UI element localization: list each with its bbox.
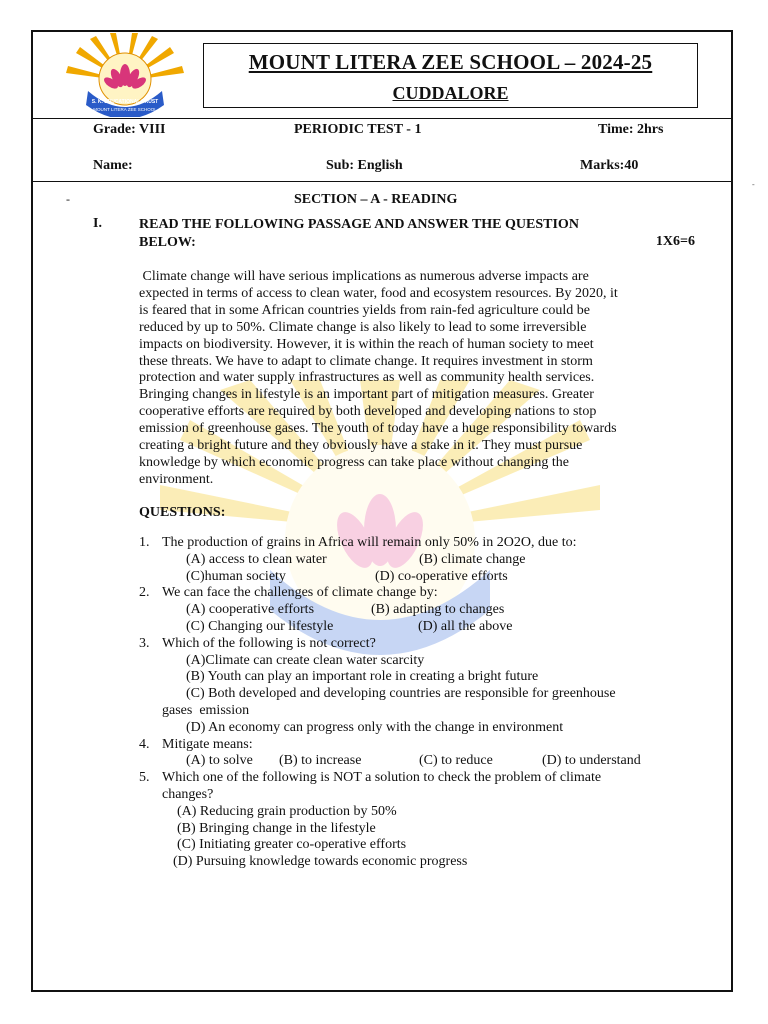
passage-line: reduced by up to 50%. Climate change is also likely to lead to some irreversible [139, 319, 587, 335]
question-text: The production of grains in Africa will remain only 50% in 2O2O, due to: [162, 535, 577, 550]
title-box [203, 43, 698, 108]
marks-label: Marks:40 [580, 158, 639, 173]
school-name: MOUNT LITERA ZEE SCHOOL – 2024-25 [248, 50, 653, 74]
option: (A) to solve [186, 753, 253, 769]
passage-line: Bringing changes in lifestyle is an important part of mitigation measures. Greater [139, 387, 594, 403]
option: (D) An economy can progress only with the change in environment [186, 719, 564, 735]
subject-label: Sub: English [326, 158, 403, 173]
option-continuation: gases emission [162, 702, 250, 718]
city-name: CUDDALORE [392, 83, 509, 103]
question-text: Mitigate means: [162, 736, 253, 752]
questions-list [139, 535, 679, 871]
option: (D) co-operative efforts [375, 568, 508, 584]
header-divider [33, 118, 731, 119]
question-item [139, 737, 679, 754]
passage-line: creating a bright future and they obviously have a stake in it. They must pursue [139, 438, 583, 454]
passage-line: impacts on biodiversity. However, it is within the reach of human society to meet [139, 336, 594, 352]
options-row [139, 619, 679, 636]
instruction-line-1: READ THE FOLLOWING PASSAGE AND ANSWER THE QUESTION [139, 217, 579, 232]
option: (D) all the above [418, 618, 513, 634]
option: (D) Pursuing knowledge towards economic progress [173, 854, 468, 870]
option: (A) cooperative efforts [186, 602, 315, 618]
option: (A) Reducing grain production by 50% [177, 803, 397, 819]
question-text: Which one of the following is NOT a solution to check the problem of climate [162, 770, 602, 786]
margin-mark: - [752, 180, 755, 189]
option: (C)human society [186, 568, 286, 584]
question-text: Which of the following is not correct? [162, 635, 376, 651]
option: (D) to understand [542, 753, 641, 769]
options-row [139, 552, 679, 569]
question-item [139, 636, 679, 653]
question-text: We can face the challenges of climate change by: [162, 585, 438, 601]
passage-line: expected in terms of access to clean water, food and ecosystem resources. By 2020, it [139, 285, 618, 301]
options-row [139, 753, 679, 770]
question-number: 3. [139, 635, 150, 651]
options-row [139, 569, 679, 586]
passage-line: knowledge by which economic progress can take place without changing the [139, 454, 569, 470]
question-number: 2. [139, 585, 150, 601]
option: (B) Youth can play an important role in creating a bright future [186, 669, 539, 685]
instruction [139, 216, 659, 252]
passage-line: cooperative efforts are required by both developed and developing nations to stop [139, 404, 597, 420]
grade-label: Grade: VIII [93, 122, 166, 137]
school-logo [66, 33, 184, 117]
option: (B) to increase [279, 753, 362, 769]
option: (C) Both developed and developing countries are responsible for greenhouse [186, 686, 616, 702]
instruction-line-2: BELOW: [139, 235, 196, 250]
time-label: Time: 2hrs [598, 122, 664, 137]
question-number: 1. [139, 535, 150, 550]
questions-heading: QUESTIONS: [139, 505, 226, 520]
info-divider [33, 181, 731, 182]
passage-line: emission of greenhouse gases. The youth of today have a huge responsibility towards [139, 421, 617, 437]
question-number: 4. [139, 736, 150, 752]
section-marks: 1X6=6 [655, 234, 695, 249]
option: (C) Initiating greater co-operative efforts [177, 837, 407, 853]
option: (A) access to clean water [186, 551, 327, 567]
section-marker: - [66, 192, 70, 206]
section-title: SECTION – A - READING [294, 192, 458, 207]
passage-line: these threats. We have to adapt to climate change. It requires investment in storm [139, 353, 593, 369]
svg-text:S. K. EDUCATIONAL TRUST: S. K. EDUCATIONAL TRUST [91, 99, 159, 105]
passage-line: is feared that in some African countries yields from rain-fed agriculture could be [139, 302, 590, 318]
question-text-continuation: changes? [162, 786, 214, 802]
passage-line: protection and water supply infrastructures as well as community health services. [139, 370, 595, 386]
test-label: PERIODIC TEST - 1 [294, 122, 422, 137]
passage-line: Climate change will have serious implications as numerous adverse impacts are [139, 269, 589, 284]
reading-passage [139, 269, 679, 489]
option: (B) climate change [419, 551, 526, 567]
passage-line: environment. [139, 471, 214, 487]
question-number: 5. [139, 770, 150, 786]
option: (C) to reduce [419, 753, 493, 769]
question-item [139, 585, 679, 602]
option: (C) Changing our lifestyle [186, 618, 334, 634]
question-item [139, 535, 679, 552]
option: (B) Bringing change in the lifestyle [177, 820, 376, 836]
question-group-number: I. [93, 216, 102, 231]
svg-text:MOUNT LITERA ZEE SCHOOL: MOUNT LITERA ZEE SCHOOL [93, 107, 157, 112]
question-item [139, 770, 679, 787]
option: (A)Climate can create clean water scarcity [186, 652, 425, 668]
option: (B) adapting to changes [371, 602, 505, 618]
name-label: Name: [93, 158, 133, 173]
options-row [139, 602, 679, 619]
